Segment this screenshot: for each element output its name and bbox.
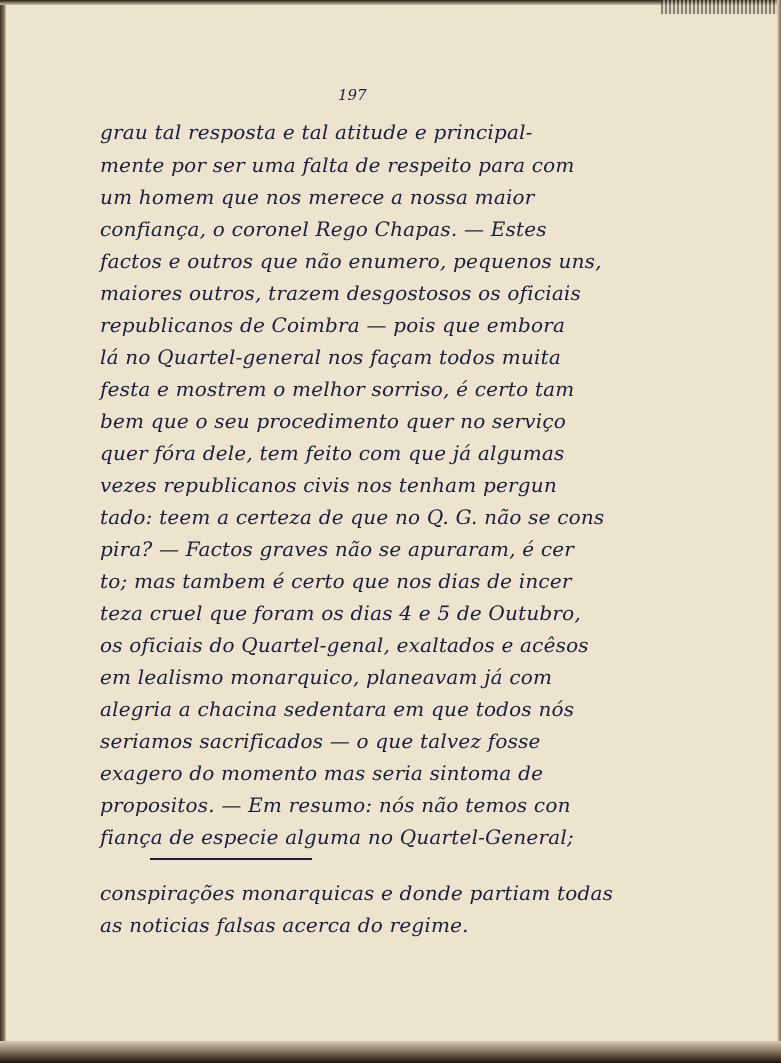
manuscript-line-4: confiança, o coronel Rego Chapas. — Estes — [100, 217, 547, 241]
manuscript-line-13: tado: teem a certeza de que no Q. G. não se cons — [100, 505, 605, 529]
manuscript-line-10: bem que o seu procedimento quer no serviço — [100, 409, 567, 433]
manuscript-line-8: lá no Quartel-general nos façam todos muita — [100, 345, 562, 369]
manuscript-line-17: os oficiais do Quartel-genal, exaltados e acêsos — [100, 633, 589, 657]
manuscript-line-1: grau tal resposta e tal atitude e principal- — [100, 120, 533, 144]
manuscript-line-9: festa e mostrem o melhor sorriso, é certo tam — [100, 377, 575, 401]
manuscript-line-12: vezes republicanos civis nos tenham pergun — [100, 473, 557, 497]
manuscript-line-11: quer fóra dele, tem feito com que já algumas — [100, 441, 565, 465]
footnote-line-1: conspirações monarquicas e donde partiam todas — [100, 881, 614, 905]
manuscript-line-15: to; mas tambem é certo que nos dias de incer — [100, 569, 572, 593]
page-right-edge — [777, 0, 781, 1063]
footnote-separator-rule — [150, 858, 312, 860]
manuscript-line-23: fiança de especie alguma no Quartel-General; — [100, 825, 574, 849]
manuscript-line-16: teza cruel que foram os dias 4 e 5 de Outubro, — [100, 601, 581, 625]
footnote-line-2: as noticias falsas acerca do regime. — [100, 913, 469, 937]
manuscript-line-20: seriamos sacrificados — o que talvez fosse — [100, 729, 541, 753]
manuscript-line-18: em lealismo monarquico, planeavam já com — [100, 665, 553, 689]
manuscript-line-21: exagero do momento mas seria sintoma de — [100, 761, 544, 785]
page-corner-wear — [661, 0, 781, 14]
manuscript-line-14: pira? — Factos graves não se apuraram, é cer — [100, 537, 575, 561]
manuscript-line-5: factos e outros que não enumero, pequenos uns, — [100, 249, 602, 273]
page-number: 197 — [338, 86, 367, 104]
manuscript-line-19: alegria a chacina sedentara em que todos nós — [100, 697, 575, 721]
manuscript-line-6: maiores outros, trazem desgostosos os oficiais — [100, 281, 581, 305]
manuscript-line-3: um homem que nos merece a nossa maior — [100, 185, 535, 209]
manuscript-line-2: mente por ser uma falta de respeito para com — [100, 153, 575, 177]
page-bottom-edge — [0, 1041, 781, 1063]
manuscript-line-7: republicanos de Coimbra — pois que embora — [100, 313, 566, 337]
book-binding-edge — [0, 0, 6, 1063]
manuscript-line-22: propositos. — Em resumo: nós não temos con — [100, 793, 571, 817]
